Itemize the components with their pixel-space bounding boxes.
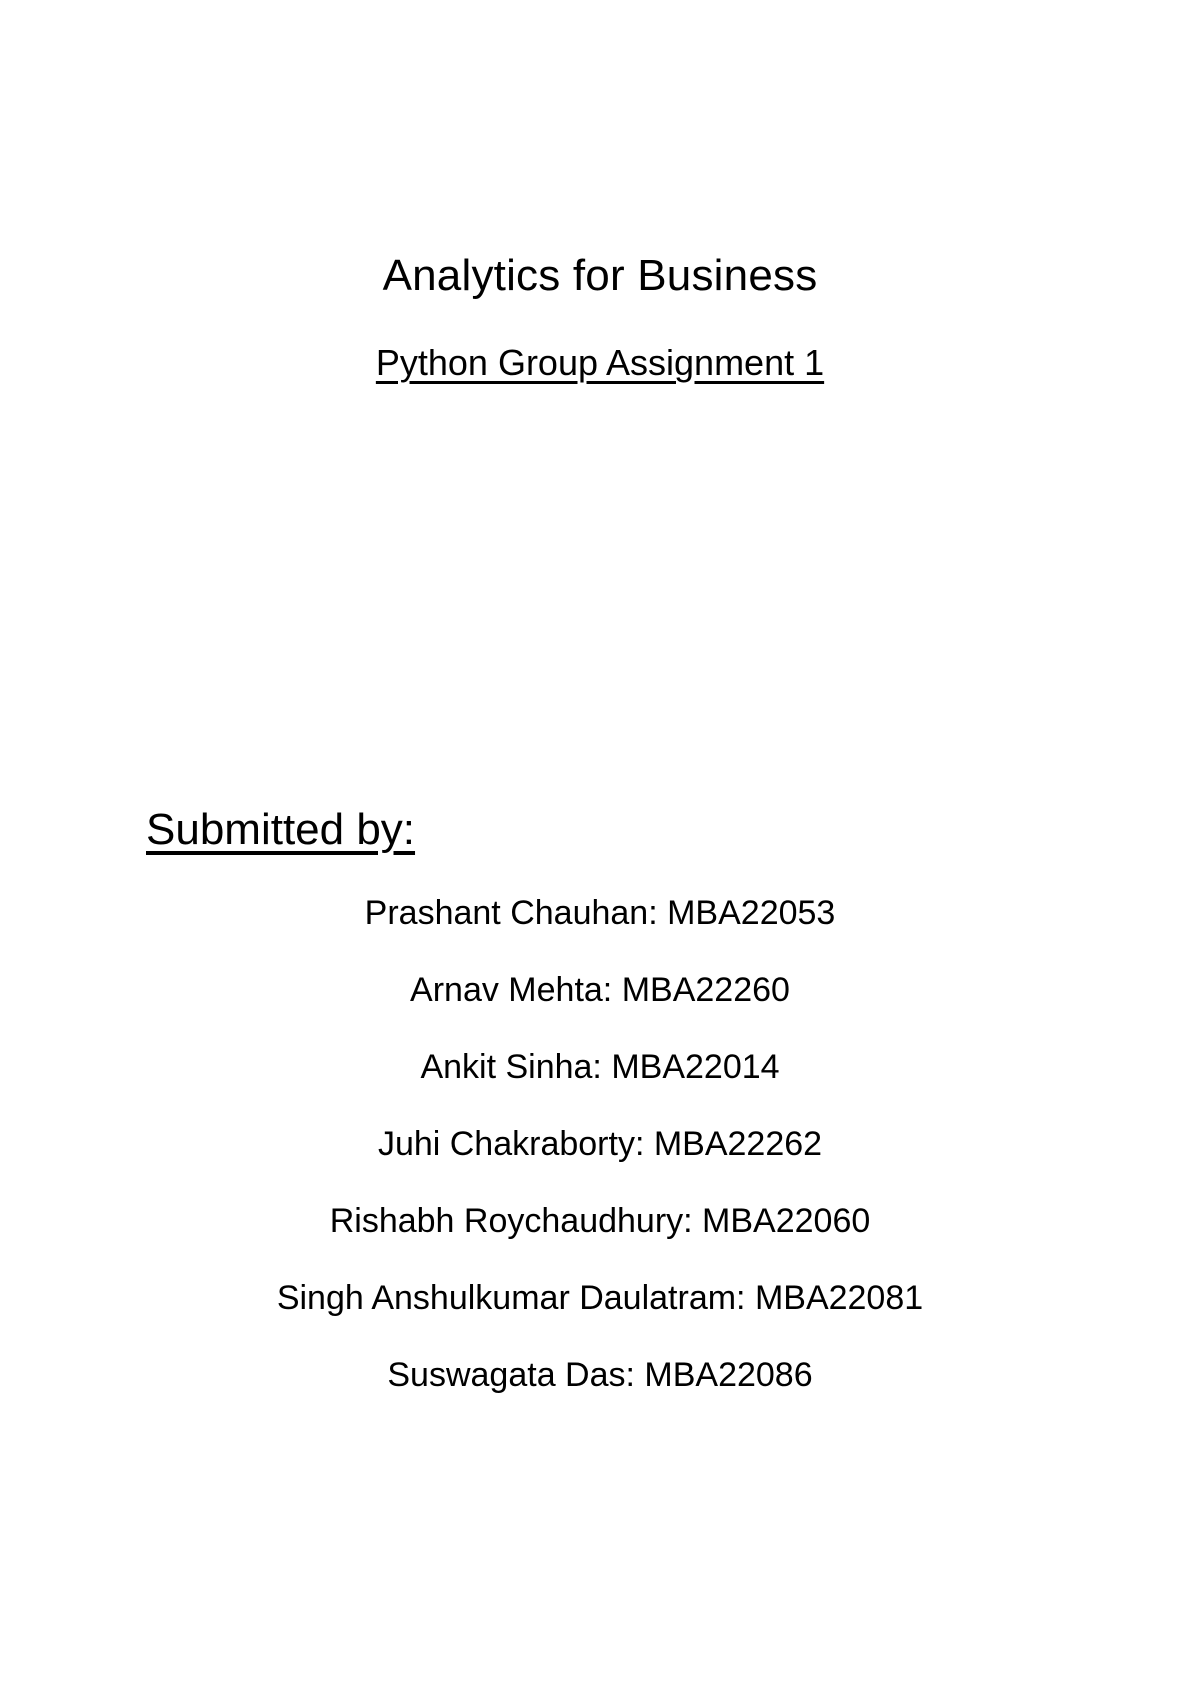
document-subtitle (0, 340, 1200, 386)
list-item: Rishabh Roychaudhury: MBA22060 (329, 1202, 871, 1240)
list-item: Singh Anshulkumar Daulatram: MBA22081 (276, 1279, 924, 1317)
submitted-by-label: Submitted by: (146, 805, 416, 854)
list-item: Arnav Mehta: MBA22260 (410, 971, 790, 1009)
document-title: Analytics for Business (382, 251, 818, 300)
list-item: Juhi Chakraborty: MBA22262 (377, 1125, 823, 1163)
list-item: Prashant Chauhan: MBA22053 (364, 894, 836, 932)
submitted-by-heading (146, 802, 415, 858)
member-list (0, 888, 1200, 1427)
subtitle-text: Python Group Assignment 1 (375, 342, 825, 383)
list-item: Ankit Sinha: MBA22014 (420, 1048, 780, 1086)
list-item: Suswagata Das: MBA22086 (387, 1356, 813, 1394)
